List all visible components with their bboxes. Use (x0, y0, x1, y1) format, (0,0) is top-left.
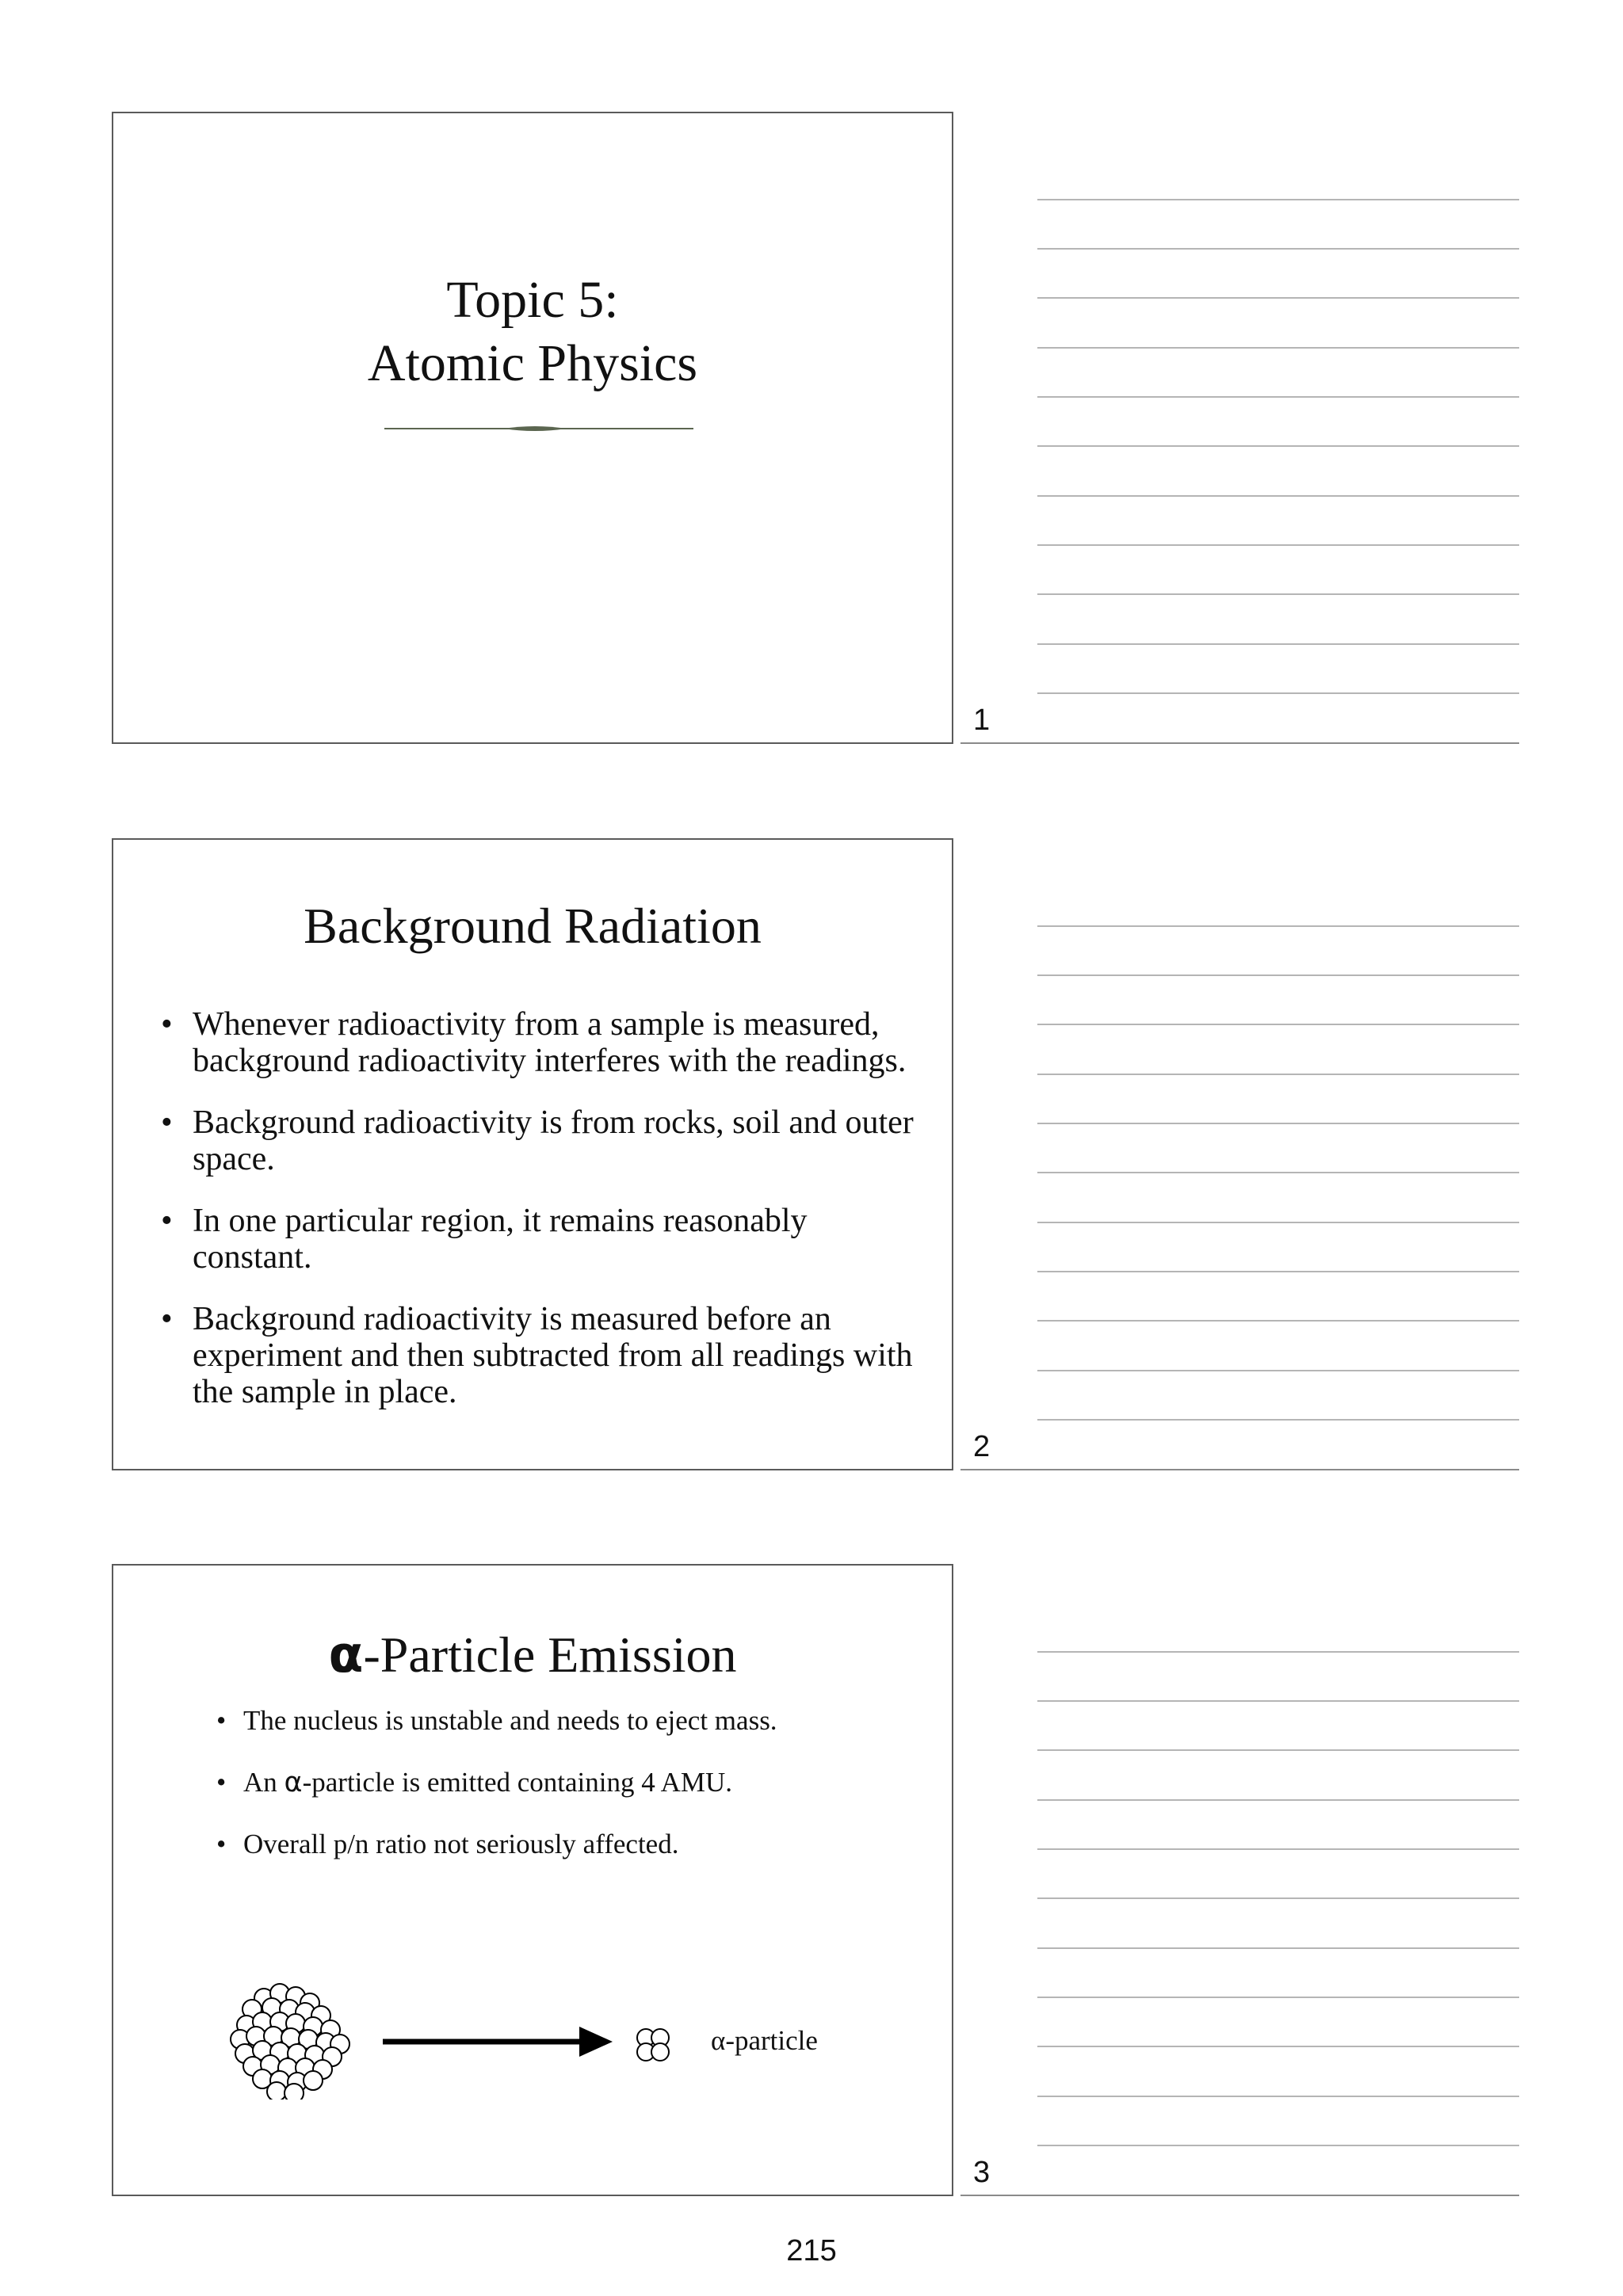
bullet-icon: • (161, 1006, 173, 1043)
slide-2-title: Background Radiation (304, 898, 762, 954)
note-line (1037, 1700, 1519, 1702)
list-item: • Whenever radioactivity from a sample is measured, background radioactivity interferes with the readings. (161, 1006, 907, 1079)
note-baseline (960, 742, 1519, 744)
list-item: • The nucleus is unstable and needs to eject mass. (216, 1705, 777, 1736)
bullet-icon: • (216, 1705, 227, 1736)
note-line (1037, 445, 1519, 447)
slide-2-bullet-list (161, 1006, 922, 1436)
slide-1-title-line-2: Atomic Physics (367, 334, 698, 392)
note-line (1037, 396, 1519, 398)
slide-1 (112, 112, 953, 744)
note-line (1037, 1419, 1519, 1421)
note-line (1037, 544, 1519, 546)
nucleon-icon (285, 2084, 304, 2100)
note-line (1037, 1123, 1519, 1124)
slide-3-bullet-list (216, 1705, 914, 1890)
note-line (1037, 925, 1519, 927)
note-line (1037, 1799, 1519, 1801)
note-line (1037, 1651, 1519, 1653)
alpha-particle-label: α-particle (711, 2025, 818, 2056)
note-line (1037, 495, 1519, 497)
nucleus-icon (216, 1981, 351, 2100)
slide-2 (112, 838, 953, 1470)
note-line (1037, 199, 1519, 200)
bullet-icon: • (161, 1203, 173, 1239)
note-line (1037, 593, 1519, 595)
note-line (1037, 643, 1519, 645)
slide-1-title (113, 269, 952, 395)
note-line (1037, 974, 1519, 976)
bullet-icon: • (161, 1104, 173, 1141)
note-line (1037, 1222, 1519, 1223)
note-baseline (960, 1469, 1519, 1470)
arrow-right-icon (383, 2023, 613, 2060)
list-item: • Background radioactivity is from rocks, soil and outer space. (161, 1104, 914, 1177)
slide-3-number: 3 (973, 2156, 991, 2189)
alpha-symbol: α (328, 1626, 364, 1684)
page-number: 215 (786, 2234, 837, 2267)
bullet-icon: • (216, 1767, 227, 1798)
note-line (1037, 297, 1519, 299)
list-item: • In one particular region, it remains reasonably constant. (161, 1203, 808, 1276)
note-line (1037, 1320, 1519, 1322)
note-line (1037, 1271, 1519, 1272)
note-line (1037, 2145, 1519, 2146)
ornament-divider (384, 423, 693, 434)
list-item: • Background radioactivity is measured before an experiment and then subtracted from all readings with the sample in place. (161, 1301, 913, 1410)
note-line (1037, 1997, 1519, 1998)
note-line (1037, 248, 1519, 250)
note-line (1037, 1848, 1519, 1850)
alpha-particle-icon (633, 2025, 673, 2065)
slide-1-number: 1 (973, 704, 991, 737)
slide-3 (112, 1564, 953, 2196)
nucleon-icon (267, 2082, 286, 2100)
note-line (1037, 2046, 1519, 2047)
note-line (1037, 1749, 1519, 1751)
list-item: • An α-particle is emitted containing 4 AMU. (216, 1767, 732, 1798)
note-line (1037, 1074, 1519, 1075)
note-line (1037, 1897, 1519, 1899)
nucleon-icon (304, 2071, 323, 2090)
note-line (1037, 2096, 1519, 2097)
note-line (1037, 347, 1519, 349)
note-line (1037, 1024, 1519, 1025)
slide-2-number: 2 (973, 1430, 991, 1463)
slide-3-title: α-Particle Emission (328, 1626, 737, 1684)
bullet-icon: • (216, 1829, 227, 1859)
note-line (1037, 692, 1519, 694)
bullet-icon: • (161, 1301, 173, 1337)
note-baseline (960, 2195, 1519, 2196)
note-line (1037, 1947, 1519, 1949)
list-item: • Overall p/n ratio not seriously affected. (216, 1829, 679, 1859)
slide-1-title-line-1: Topic 5: (446, 271, 619, 329)
note-line (1037, 1172, 1519, 1173)
note-line (1037, 1370, 1519, 1371)
